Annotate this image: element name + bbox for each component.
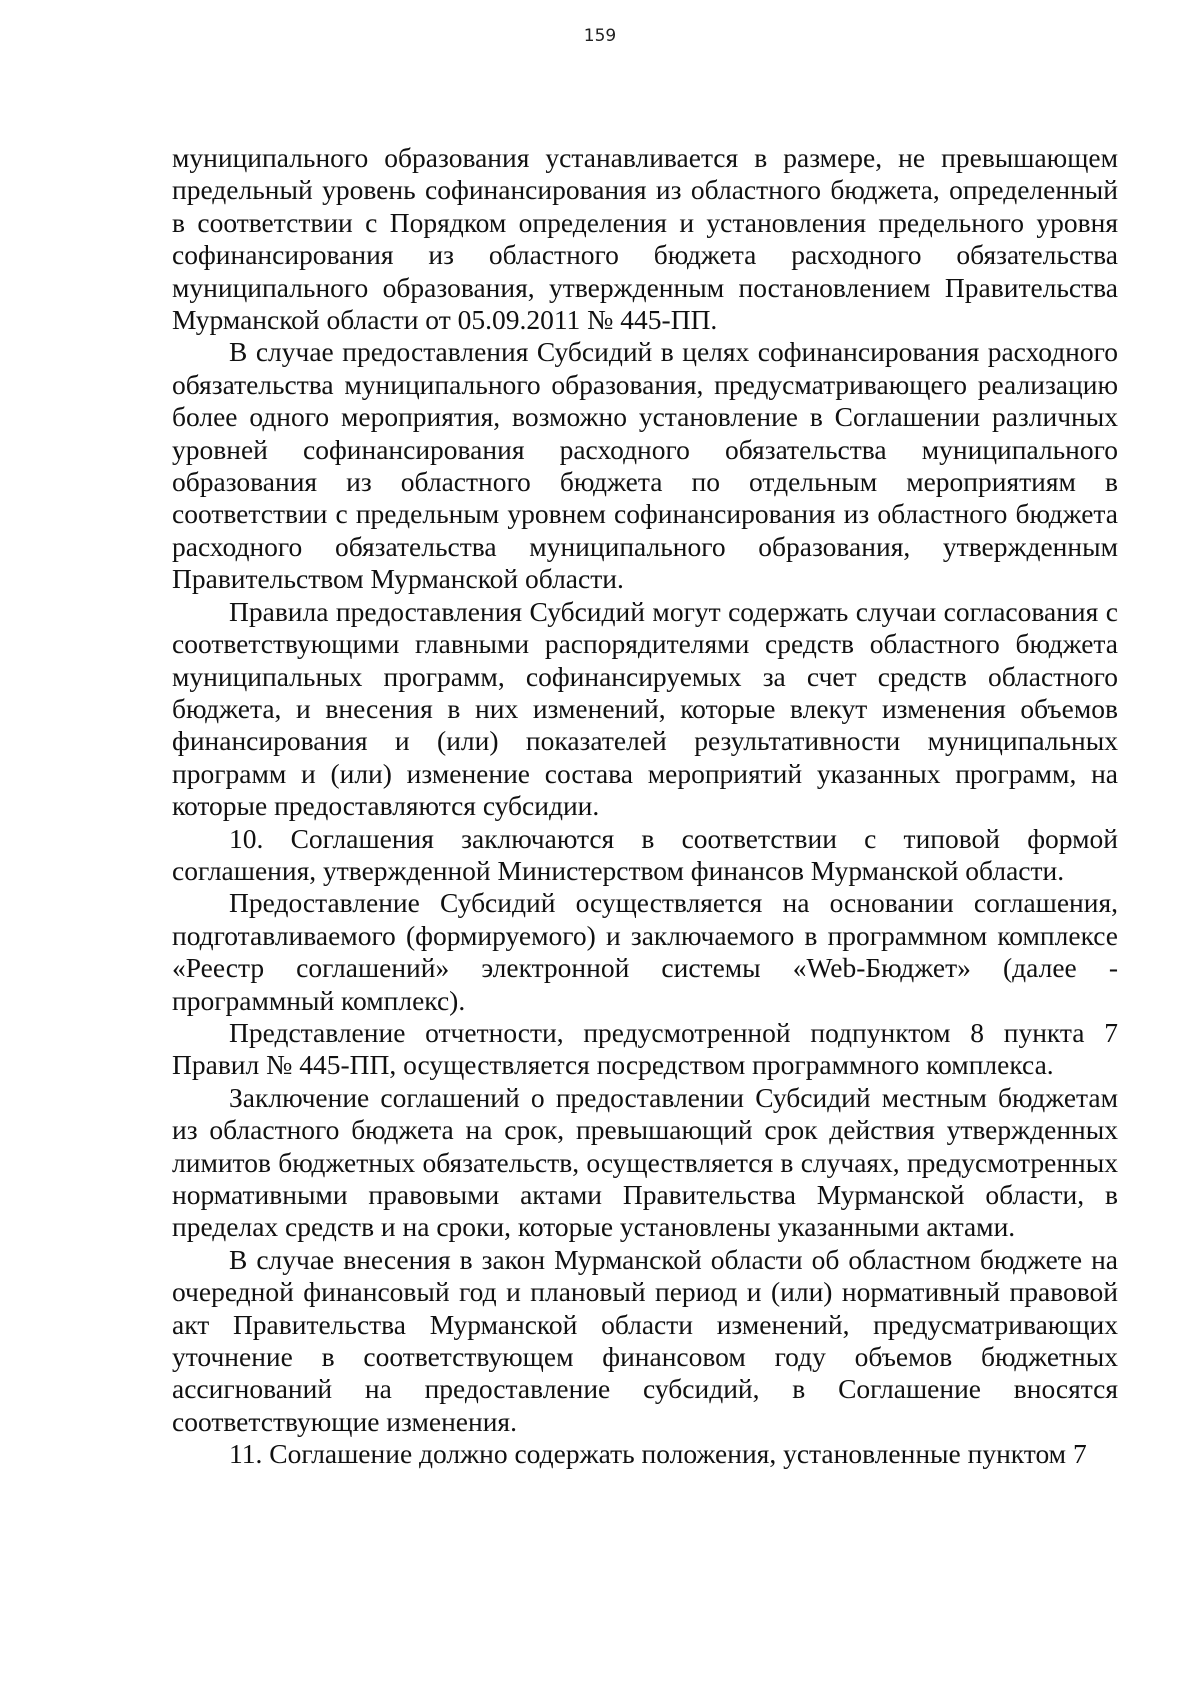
paragraph-1: муниципального образования устанавливается в размере, не превышающем предельный уровень софинансирования из областного бюджета, определенный в соответствии с Порядком определения и установления предельного уровня софинансирования из областного бюджета расходного обязательства муниципального образования, утвержденным постановлением Правительства Мурманской области от 05.09.2011 № 445-ПП.	[172, 142, 1118, 336]
document-body	[172, 142, 1118, 1471]
paragraph-2: В случае предоставления Субсидий в целях софинансирования расходного обязательства муниципального образования, предусматривающего реализацию более одного мероприятия, возможно установление в Соглашении различных уровней софинансирования расходного обязательства муниципального образования из областного бюджета по отдельным мероприятиям в соответствии с предельным уровнем софинансирования из областного бюджета расходного обязательства муниципального образования, утвержденным Правительством Мурманской области.	[172, 336, 1118, 595]
paragraph-4: 10. Соглашения заключаются в соответствии с типовой формой соглашения, утвержденной Министерством финансов Мурманской области.	[172, 822, 1118, 886]
paragraph-3: Правила предоставления Субсидий могут содержать случаи согласования с соответствующими главными распорядителями средств областного бюджета муниципальных программ, софинансируемых за счет средств областного бюджета, и внесения в них изменений, которые влекут изменения объемов финансирования и (или) показателей результативности муниципальных программ и (или) изменение состава мероприятий указанных программ, на которые предоставляются субсидии.	[172, 595, 1118, 822]
paragraph-7: Заключение соглашений о предоставлении Субсидий местным бюджетам из областного бюджета на срок, превышающий срок действия утвержденных лимитов бюджетных обязательств, осуществляется в случаях, предусмотренных нормативными правовыми актами Правительства Мурманской области, в пределах средств и на сроки, которые установлены указанными актами.	[172, 1081, 1118, 1243]
paragraph-6: Представление отчетности, предусмотренной подпунктом 8 пункта 7 Правил № 445-ПП, осуществляется посредством программного комплекса.	[172, 1016, 1118, 1081]
paragraph-9: 11. Соглашение должно содержать положения, установленные пунктом 7	[229, 1438, 1087, 1470]
paragraph-5: Предоставление Субсидий осуществляется на основании соглашения, подготавливаемого (формируемого) и заключаемого в программном комплексе «Реестр соглашений» электронной системы «Web-Бюджет» (далее - программный комплекс).	[172, 887, 1118, 1016]
page-number: 159	[583, 26, 617, 46]
paragraph-8: В случае внесения в закон Мурманской области об областном бюджете на очередной финансовый год и плановый период и (или) нормативный правовой акт Правительства Мурманской области изменений, предусматривающих уточнение в соответствующем финансовом году объемов бюджетных ассигнований на предоставление субсидий, в Соглашение вносятся соответствующие изменения.	[172, 1243, 1118, 1437]
